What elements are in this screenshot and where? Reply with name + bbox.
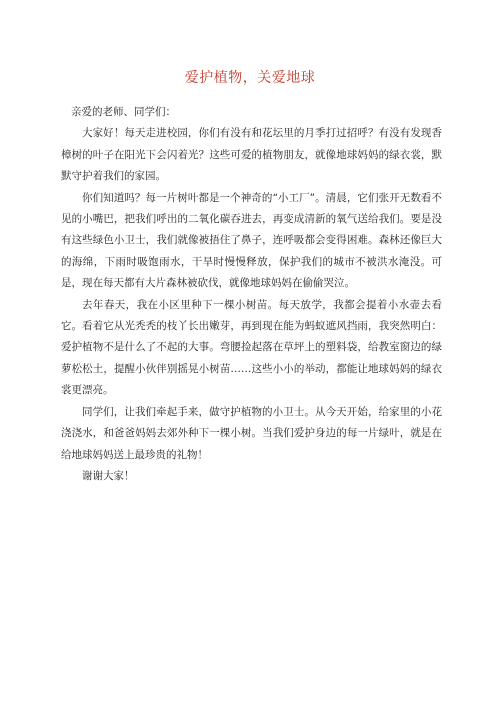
document-title: 爱护植物，关爱地球 (184, 70, 316, 86)
paragraph-personal-story: 去年春天，我在小区里种下一棵小树苗。每天放学，我都会提着小水壶去看它。看着它从光秃秃的枝丫长出嫩芽，再到现在能为蚂蚁遮风挡雨，我突然明白：爱护植物不是什么了不起的大事。弯腰捡起落在草坪上的塑料袋，给教室窗边的绿萝松松土，提醒小伙伴别摇晃小树苗……这些小小的举动，都能让地球妈妈的绿衣裳更漂亮。 (61, 298, 442, 397)
paragraph-tree-facts: 你们知道吗？每一片树叶都是一个神奇的“小工厂”。清晨，它们张开无数看不见的小嘴巴，把我们呼出的二氧化碳吞进去，再变成清新的氧气送给我们。要是没有这些绿色小卫士，我们就像被捂住了鼻子，连呼吸都会变得困难。森林还像巨大的海绵，下雨时吸饱雨水，干旱时慢慢释放，保护我们的城市不被洪水淹没。可是，现在每天都有大片森林被砍伐，就像地球妈妈在偷偷哭泣。 (61, 191, 442, 290)
paragraph-greeting: 大家好！每天走进校园，你们有没有和花坛里的月季打过招呼？有没有发现香樟树的叶子在阳光下会闪着光？这些可爱的植物朋友，就像地球妈妈的绿衣裳，默默守护着我们的家园。 (61, 127, 442, 183)
paragraph-call-to-action: 同学们，让我们牵起手来，做守护植物的小卫士。从今天开始，给家里的小花浇浇水，和爸爸妈妈去郊外种下一棵小树。当我们爱护身边的每一片绿叶，就是在给地球妈妈送上最珍贵的礼物！ (61, 405, 442, 461)
salutation: 亲爱的老师、同学们： (71, 106, 176, 118)
document-body (61, 102, 442, 487)
closing-line: 谢谢大家！ (82, 469, 135, 482)
